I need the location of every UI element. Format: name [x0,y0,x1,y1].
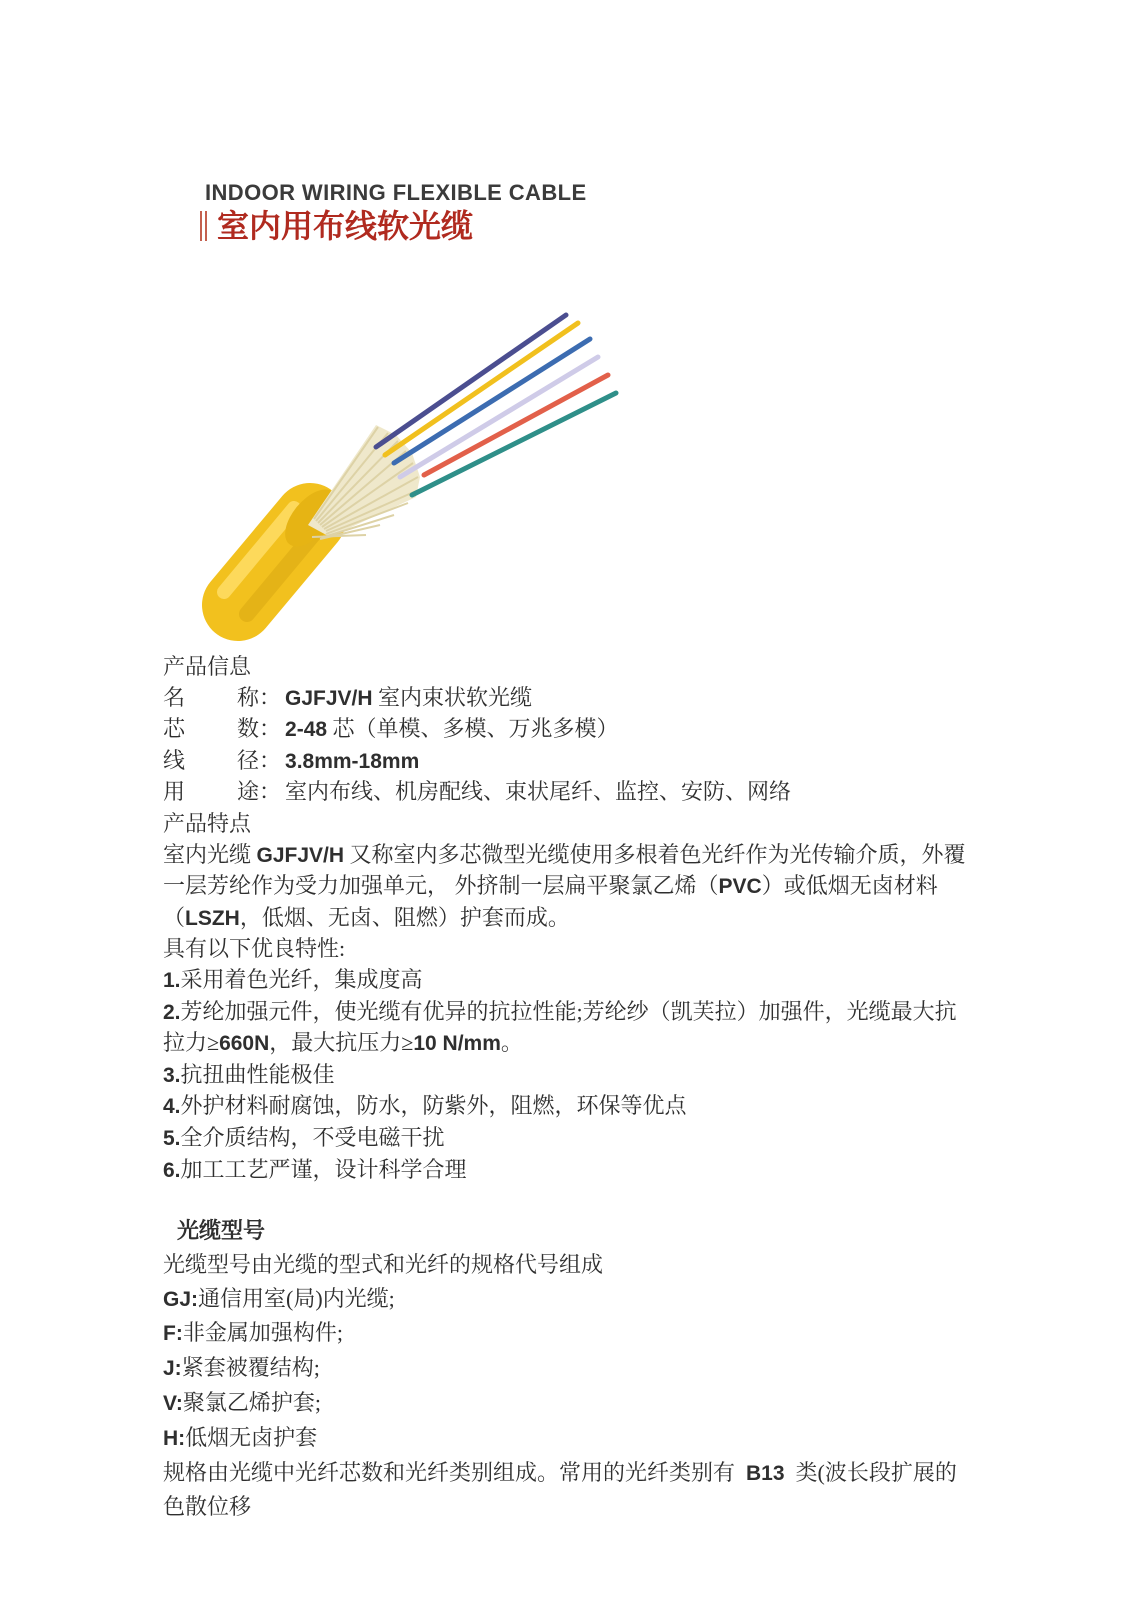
para-text: 室内光缆 [163,841,257,867]
info-value-bold: 3.8mm-18mm [285,749,420,773]
product-photo [180,287,665,652]
para-bold: PVC [718,875,762,899]
feature-item [163,1155,975,1187]
cable-illustration [180,287,665,652]
title-chinese: 室内用布线软光缆 [217,208,474,244]
model-footer [163,1456,975,1525]
model-heading: 光缆型号 [177,1218,266,1244]
title-chinese-row [200,208,587,244]
item-number: 2. [163,1000,181,1024]
footer-bold: B13 [746,1461,785,1485]
title-english: INDOOR WIRING FLEXIBLE CABLE [205,180,587,205]
info-label-2: 径： [237,747,282,773]
item-number: 4. [163,1095,181,1119]
info-row-diameter [163,746,975,778]
code-letter: F: [163,1322,183,1346]
para-text: ）或低烟无卤材料（ [163,873,938,930]
item-text: 外护材料耐腐蚀，防水，防紫外，阻燃，环保等优点 [180,1093,687,1119]
info-label-2: 途： [237,779,282,805]
model-code-row [163,1282,975,1317]
info-label-2: 数： [237,716,282,742]
item-text: 。 [500,1030,523,1056]
item-number: 3. [163,1063,181,1087]
code-letter: V: [163,1392,183,1416]
body-text [163,652,975,1524]
code-desc: 聚氯乙烯护套; [182,1390,321,1416]
para-bold: GJFJV/H [256,843,345,867]
feature-item [163,997,975,1060]
item-number: 1. [163,968,181,992]
info-row-cores [163,714,975,746]
title-accent-bars-icon [200,211,207,241]
info-label-1: 用 [163,779,186,805]
model-intro: 光缆型号由光缆的型式和光纤的规格代号组成 [163,1251,604,1277]
code-desc: 非金属加强构件; [182,1320,343,1346]
feature-item [163,965,975,997]
product-info-heading: 产品信息 [163,654,252,679]
feature-item [163,1091,975,1123]
info-value-bold: 2-48 [285,718,328,742]
code-letter: H: [163,1426,186,1450]
item-text: 采用着色光纤，集成度高 [180,966,423,992]
info-label-1: 线 [163,747,186,773]
footer-text: 规格由光缆中光纤芯数和光纤类别组成。常用的光纤类别有 [163,1459,747,1485]
header [205,180,587,244]
item-number: 6. [163,1158,181,1182]
info-label-1: 芯 [163,716,186,742]
info-row-name [163,683,975,715]
item-text: 芳纶加强元件，使光缆有优异的抗拉性能;芳纶纱（凯芙拉）加强件，光缆最大抗拉力≥ [163,998,957,1056]
info-label-1: 名 [163,684,186,710]
model-code-row [163,1316,975,1351]
item-number: 5. [163,1126,181,1150]
para-bold: LSZH [185,906,240,930]
info-value: 室内束状软光缆 [372,684,533,710]
item-text: 加工工艺严谨，设计科学合理 [180,1156,467,1182]
para-text: 又称室内多芯微型光缆使用多根着色光纤作为光传输介质，外覆一层芳纶作为受力加强单元， 外挤制一层扁平聚氯乙烯（ [163,841,966,899]
item-text: 全介质结构，不受电磁干扰 [180,1124,445,1150]
feature-item [163,1060,975,1092]
code-letter: GJ: [163,1287,199,1311]
model-section [163,1214,975,1524]
code-desc: 低烟无卤护套 [185,1424,318,1450]
features-paragraph [163,840,975,935]
features-heading: 产品特点 [163,810,252,836]
feature-item [163,1123,975,1155]
features-list-intro: 具有以下优良特性: [163,936,346,962]
info-label-2: 称： [237,684,282,710]
info-value: 室内布线、机房配线、束状尾纤、监控、安防、网络 [285,779,792,805]
item-bold: 10 N/mm [413,1032,501,1056]
info-row-usage [163,777,975,809]
item-text: ，最大抗压力≥ [269,1030,414,1056]
model-code-row [163,1421,975,1456]
para-text: ，低烟、无卤、阻燃）护套而成。 [239,904,570,930]
model-code-row [163,1386,975,1421]
code-desc: 紧套被覆结构; [181,1355,320,1381]
model-code-row [163,1351,975,1386]
item-text: 抗扭曲性能极佳 [180,1061,335,1087]
code-letter: J: [163,1357,182,1381]
footer-text: 类(波长段扩展的色散位移 [163,1459,957,1520]
info-value: 芯（单模、多模、万兆多模） [327,716,619,742]
item-bold: 660N [219,1032,270,1056]
info-value-bold: GJFJV/H [285,686,373,710]
code-desc: 通信用室(局)内光缆; [198,1285,395,1311]
